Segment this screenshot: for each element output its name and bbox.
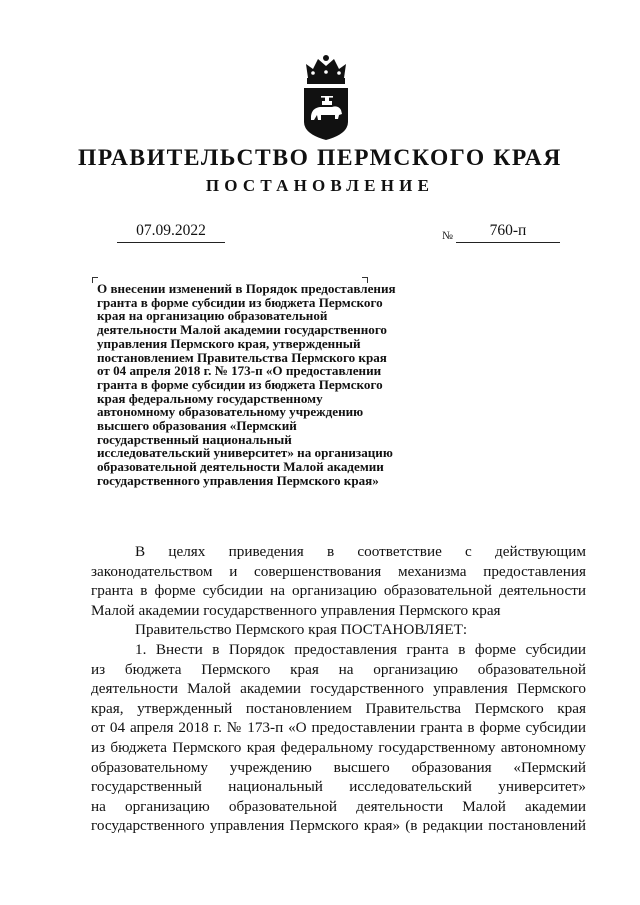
body-line: гранта в форме субсидии на организацию образовательной деятельности [91,582,586,600]
number-sign: № [442,230,453,242]
heading-line: гранта в форме субсидии из бюджета Пермского [97,294,383,310]
body-line: из бюджета Пермского края федеральному государственному автономному [91,738,586,756]
heading-line: высшего образования «Пермский [97,418,297,434]
body-line: образовательному учреждению высшего образования «Пермский [91,758,586,776]
body-line: края, утвержденный постановлением Правительства Пермского края [91,699,586,717]
body-line: деятельности Малой академии государственного управления Пермского [91,680,586,698]
heading-line: от 04 апреля 2018 г. № 173-п «О предоставлении [97,363,382,379]
body-line: государственный национальный исследовательский университет» [91,778,586,796]
body-line: от 04 апреля 2018 г. № 173-п «О предоставлении гранта в форме субсидии [91,719,586,737]
body-line: законодательством и совершенствования механизма предоставления [91,562,586,580]
heading-line: образовательной деятельности Малой академии [97,459,384,475]
body-line: на организацию образовательной деятельности Малой академии [91,797,586,815]
heading-line: О внесении изменений в Порядок предоставления [97,281,396,296]
heading-line: гранта в форме субсидии из бюджета Пермского [97,376,383,392]
heading-line: автономному образовательному учреждению [97,404,364,420]
body-line: В целях приведения в соответствие с действующим [135,543,586,560]
body-line: из бюджета Пермского края на организацию образовательной [91,660,586,678]
body-line: Правительство Пермского края ПОСТАНОВЛЯЕТ: [135,621,468,639]
document-number: 760-п [489,222,527,239]
date-underline [117,242,225,243]
heading-line: государственного управления Пермского края» [97,472,379,488]
resolution-paragraph [91,620,586,640]
body-line: Малой академии государственного управления Пермского края [91,601,501,619]
document-type: ПОСТАНОВЛЕНИЕ [205,176,435,195]
document-body [91,542,586,836]
heading-line: исследовательский университет» на организацию [97,445,393,461]
document-date: 07.09.2022 [136,222,206,239]
heading-line: деятельности Малой академии государственного [97,322,387,338]
clause-1-paragraph [91,640,586,836]
body-line: государственного управления Пермского края» (в редакции постановлений [91,817,586,835]
heading-line: постановлением Правительства Пермского края [97,349,387,365]
coat-of-arms-icon [300,54,352,142]
heading-line: управления Пермского края, утвержденный [97,335,361,351]
heading-line: края федеральному государственному [97,390,323,406]
body-line: 1. Внести в Порядок предоставления гранта в форме субсидии [135,640,586,658]
government-title: ПРАВИТЕЛЬСТВО ПЕРМСКОГО КРАЯ [78,145,562,171]
number-underline [456,242,560,243]
document-heading [97,282,477,488]
heading-line: государственный национальный [97,431,292,447]
preamble-paragraph [91,542,586,620]
heading-line: края на организацию образовательной [97,308,328,324]
